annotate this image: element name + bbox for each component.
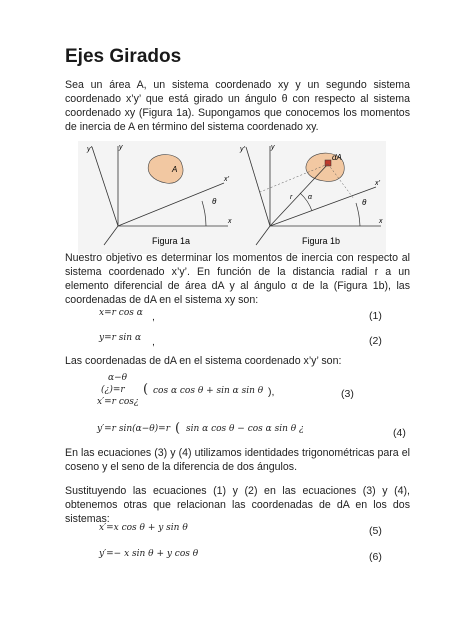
equation-3-body: cos α cos θ + sin α sin θ [153,386,264,396]
equation-3-line1: α−θ [108,373,128,383]
y-label-b: y [271,144,275,151]
equation-4-lhs: y′=r sin(α−θ)=r [97,424,171,434]
figure-1b [236,141,386,254]
equation-3-line2: (¿)=r [101,385,125,395]
y-prime-label: y’ [87,146,93,153]
equation-6: y′=− x sin θ + y cos θ [99,549,199,559]
x-prime-label-b: x’ [375,180,381,187]
equation-5-number: (5) [369,525,382,537]
equation-1: x=r cos α [99,308,143,318]
equation-3-open-paren: ( [143,382,149,397]
equation-6-number: (6) [369,551,382,563]
alpha-label: α [308,194,312,201]
substitution-paragraph: Sustituyendo las ecuaciones (1) y (2) en las ecuaciones (3) y (4), obtenemos otras que relacionan las coordenadas de dA en los dos sistemas: [65,485,410,525]
equation-2: y=r sin α [99,333,142,343]
x-label-b: x [379,218,383,225]
area-label: A [172,165,178,174]
equation-3-number: (3) [341,388,354,400]
figure-1a-caption: Figura 1a [152,236,191,246]
x-label: x [228,218,232,225]
y-prime-label-b: y’ [240,146,246,153]
equation-1-number: (1) [369,310,382,322]
page-title: Ejes Girados [65,46,182,67]
equation-3-close: ), [268,386,275,398]
theta-label: θ [212,197,217,206]
equation-3-line3: x′=r cos¿ [97,397,139,407]
equation-5: x′=x cos θ + y sin θ [99,523,188,533]
equation-2-comma: , [152,336,155,348]
objective-paragraph: Nuestro objetivo es determinar los momentos de inercia con respecto al sistema coordenado x’y’. En función de la distancia radial r a un elemento diferencial de área dA y al ángulo α de la (Figura 1b), las coordenadas de dA en el sistema xy son: [65,252,410,306]
intro-paragraph: Sea un área A, un sistema coordenado xy y un segundo sistema coordenado x’y’ que está girado un ángulo θ con respecto al sistema coordenado xy (Figura 1a). Supongamos que conocemos los momentos de inercia de A en término del sistema coordenado xy. [65,79,410,133]
equation-4-open-paren: ( [175,421,181,436]
equation-4-body: sin α cos θ − cos α sin θ ¿ [186,424,304,434]
theta-label-b: θ [362,198,367,207]
equation-2-number: (2) [369,335,382,347]
equation-4-number: (4) [393,427,406,439]
equation-1-comma: , [152,311,155,323]
y-label: y [119,144,123,151]
identities-paragraph: En las ecuaciones (3) y (4) utilizamos identidades trigonométricas para el coseno y el seno de la diferencia de dos ángulos. [65,447,410,473]
figure-1b-caption: Figura 1b [302,236,341,246]
x-prime-label: x’ [224,176,230,183]
figure-1a [78,141,236,254]
dA-label: dA [332,153,342,162]
prime-coords-paragraph: Las coordenadas de dA en el sistema coordenado x’y’ son: [65,355,342,367]
r-label: r [290,194,293,201]
